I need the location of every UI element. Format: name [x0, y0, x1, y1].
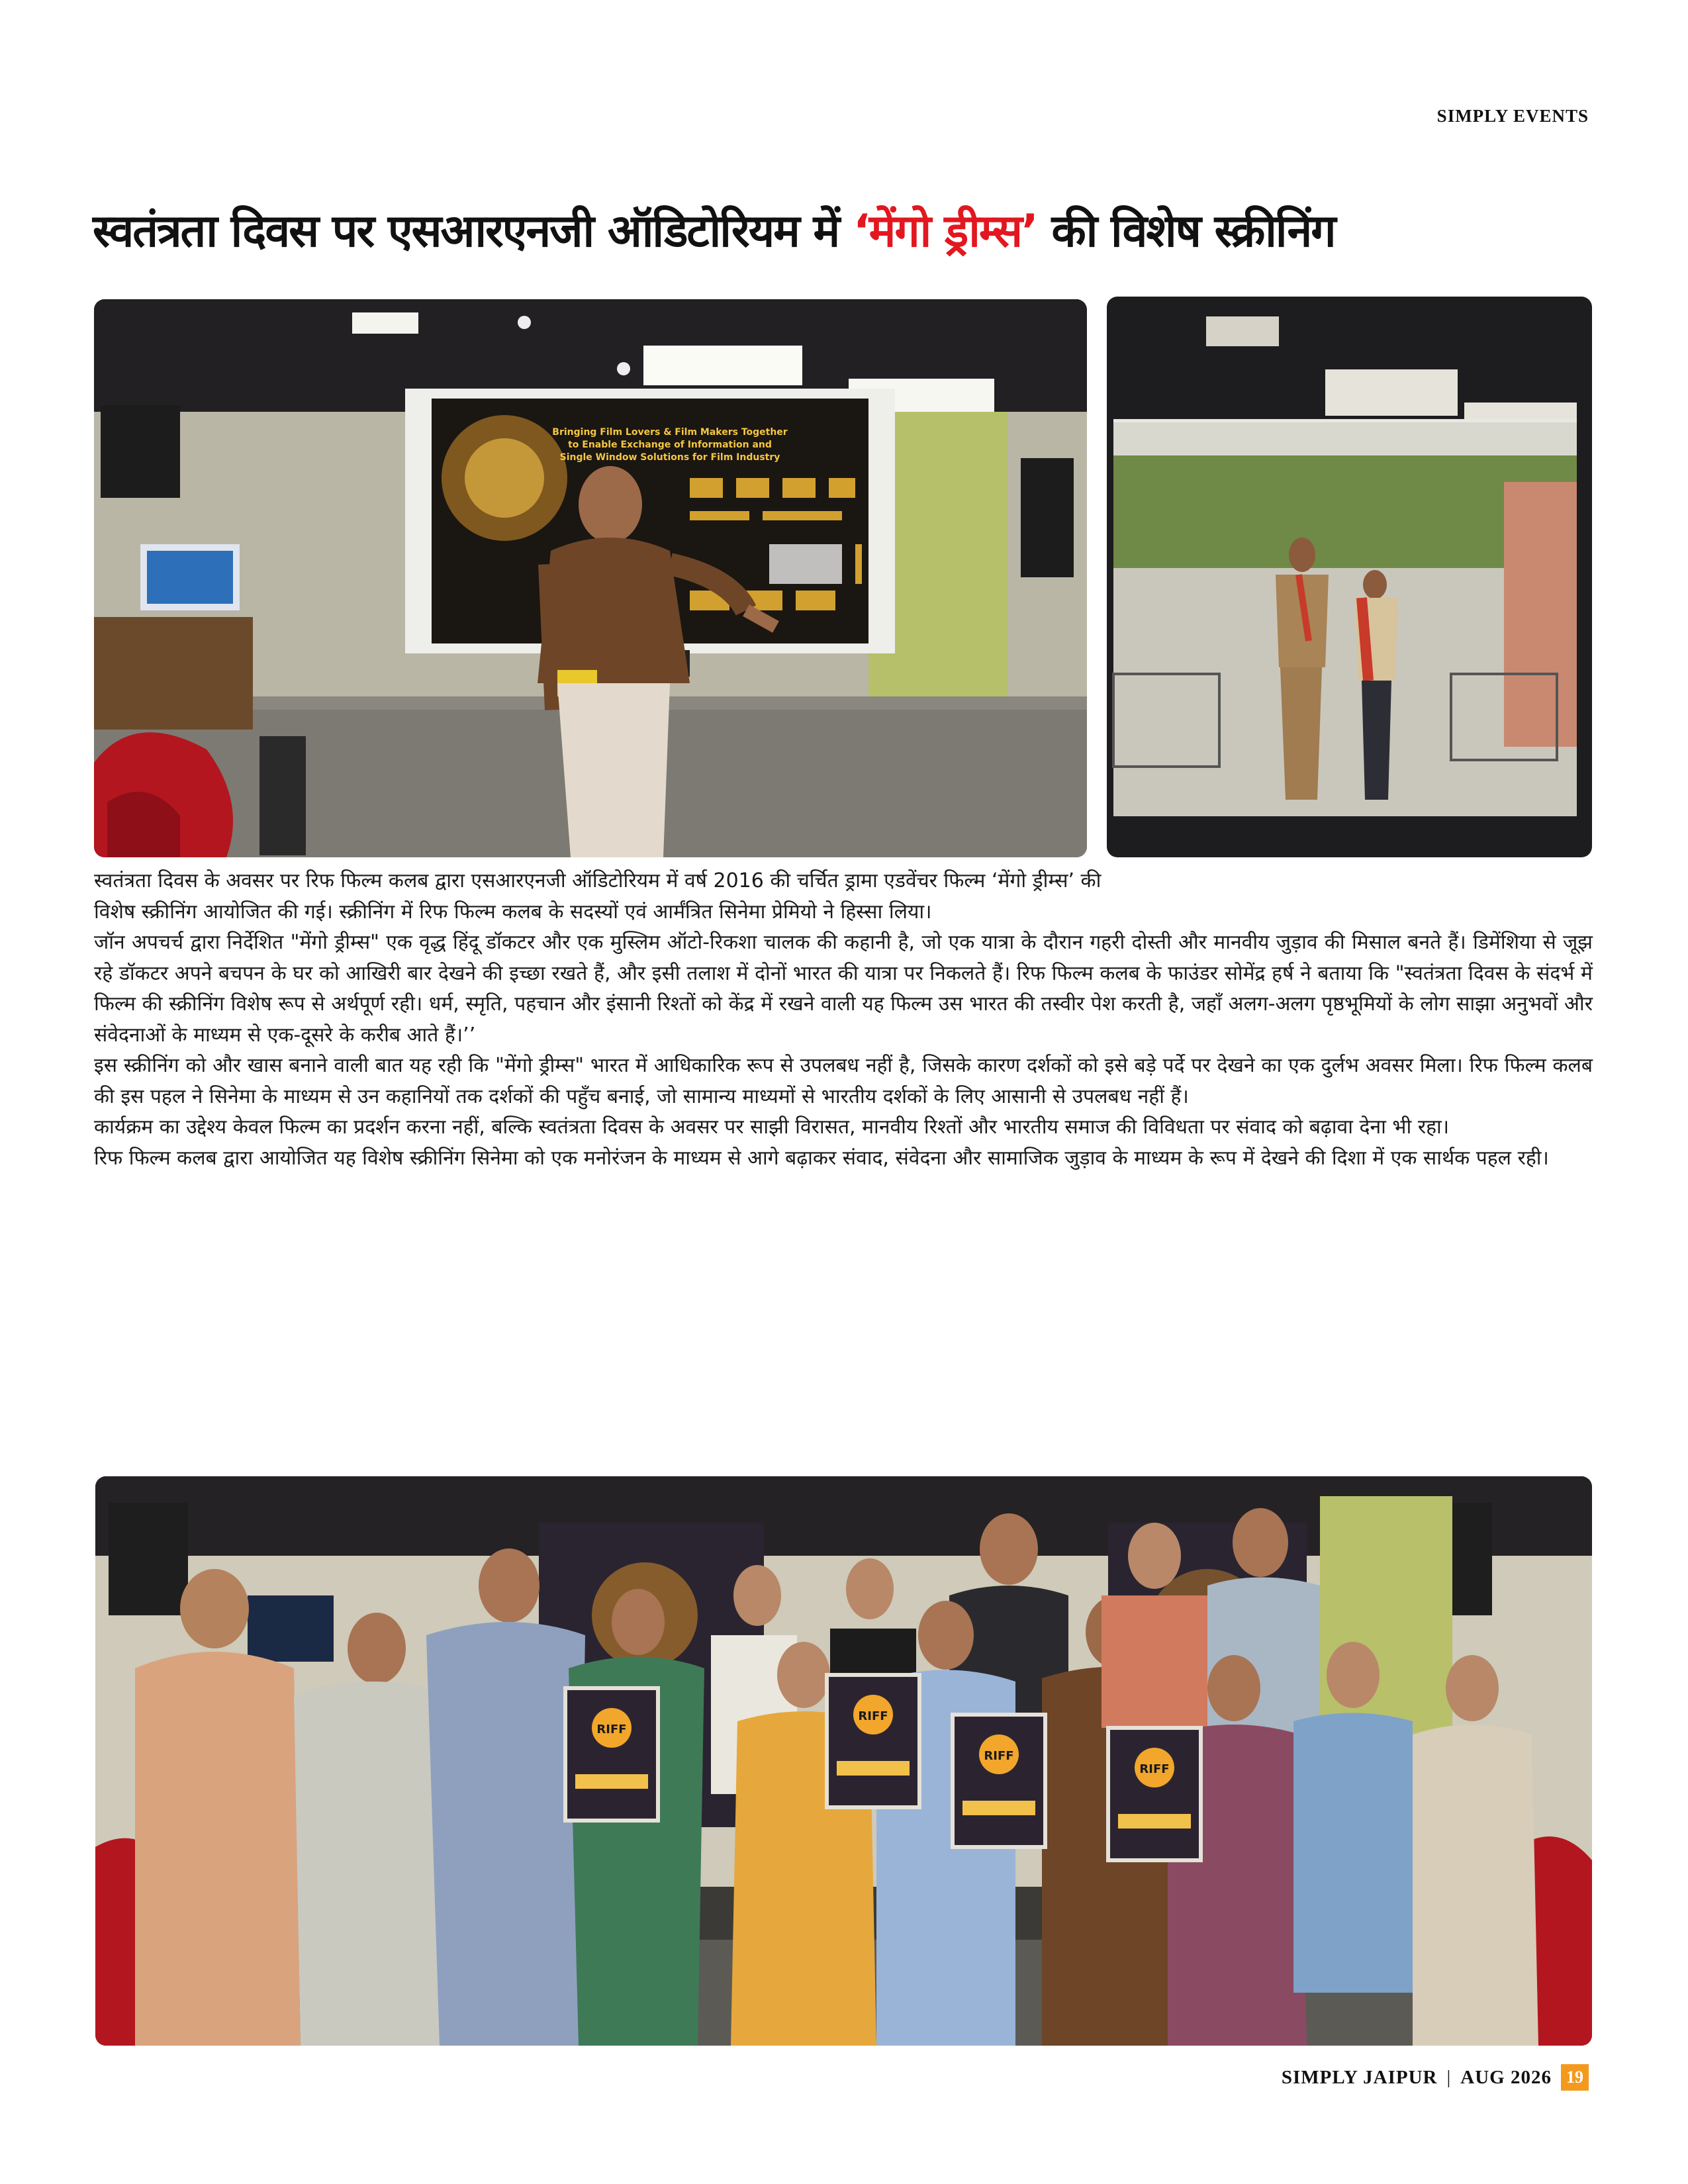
photo-speaker-at-screen [94, 299, 1087, 857]
riff-poster-badge: RIFF [1139, 1762, 1170, 1776]
paragraph-5: रिफ फिल्म कलब द्वारा आयोजित यह विशेष स्क्रीनिंग सिनेमा को एक मनोरंजन के माध्यम से आगे बढ़ाकर संवाद, संवेदना और सामाजिक जुड़ाव के माध्यम के रूप में देखने की दिशा में एक सार्थक पहल रही। [94, 1146, 1549, 1170]
page-number: 19 [1561, 2064, 1589, 2091]
speaker-head [579, 466, 642, 543]
riff-poster-badge: RIFF [984, 1749, 1014, 1763]
footer-separator: | [1446, 2066, 1452, 2088]
group-photo-illustration [95, 1476, 1592, 2046]
speaker-trousers [557, 683, 670, 857]
slide-line-3: Single Window Solutions for Film Industry [559, 452, 780, 463]
issue-date: AUG 2026 [1460, 2066, 1552, 2088]
paragraph-2: जॉन अपचर्च द्वारा निर्देशित "मेंगो ड्रीम्स" एक वृद्ध हिंदू डॉकटर और एक मुस्लिम ऑटो-रिकशा चालक की कहानी है, जो एक यात्रा के दौरान गहरी दोस्ती और मानवीय जुड़ाव की मिसाल बनते हैं। डिमेंशिया से जूझ रहे डॉकटर अपने बचपन के घर को आखिरी बार देखने की इच्छा रखते हैं, और इसी तलाश में दोनों भारत की यात्रा पर निकलते हैं। रिफ फिल्म कलब के फाउंडर सोमेंद्र हर्ष ने बताया कि "स्वतंत्रता दिवस के संदर्भ में फिल्म की स्क्रीनिंग विशेष रूप से अर्थपूर्ण रही। धर्म, स्मृति, पहचान और इंसानी रिश्तों को केंद्र में रखने वाली यह फिल्म उस भारत की तस्वीर पेश करती है, जहाँ अलग-अलग पृष्ठभूमियों के लोग साझा अनुभवों और संवेदनाओं के माध्यम से एक-दूसरे के करीब आते हैं।’’ [94, 931, 1593, 1047]
slide-line-1: Bringing Film Lovers & Film Makers Together [552, 427, 788, 438]
headline-part-2: की विशेष स्क्रीनिंग [1037, 205, 1335, 258]
photo-film-on-screen [1107, 297, 1592, 857]
headline-part-1: स्वतंत्रता दिवस पर एसआरएनजी ऑडिटोरियम में [93, 205, 853, 258]
publication-name: SIMPLY JAIPUR [1281, 2066, 1438, 2088]
riff-poster-badge: RIFF [858, 1709, 888, 1723]
speaker-photo-illustration [94, 299, 1087, 857]
riff-poster-badge: RIFF [596, 1723, 627, 1736]
ceiling-light [643, 346, 802, 385]
headline [93, 202, 1602, 261]
riff-poster [953, 1715, 1045, 1847]
riff-poster [827, 1675, 919, 1807]
headline-film-title: ‘मेंगो ड्रीम्स’ [853, 205, 1037, 258]
section-label: SIMPLY EVENTS [1436, 106, 1589, 126]
side-monitor [248, 1595, 334, 1662]
paragraph-3: इस स्क्रीनिंग को और खास बनाने वाली बात यह रही कि "मेंगो ड्रीम्स" भारत में आधिकारिक रूप से उपलबध नहीं है, जिसके कारण दर्शकों को इसे बड़े पर्दे पर देखने का एक दुर्लभ अवसर मिला। रिफ फिल्म कलब की इस पहल ने सिनेमा के माध्यम से उन कहानियों तक दर्शकों की पहुँच बनाई, जो सामान्य माध्यमों से भारतीय दर्शकों के लिए आसानी से उपलबध नहीं हैं। [94, 1054, 1593, 1108]
photo-group-with-posters [95, 1476, 1592, 2046]
paragraph-1: स्वतंत्रता दिवस के अवसर पर रिफ फिल्म कलब द्वारा एसआरएनजी ऑडिटोरियम में वर्ष 2016 की चर्चित ड्रामा एडवेंचर फिल्म ‘मेंगो ड्रीम्स’ की विशेष स्क्रीनिंग आयोजित की गई। स्क्रीनिंग में रिफ फिल्म कलब के सदस्यों एवं आर्मंत्रित सिनेमा प्रेमियो ने हिस्सा लिया। [94, 869, 1102, 924]
slide-line-2: to Enable Exchange of Information and [568, 440, 772, 450]
podium [94, 617, 253, 730]
paragraph-4: कार्यक्रम का उद्देश्य केवल फिल्म का प्रदर्शन करना नहीं, बल्कि स्वतंत्रता दिवस के अवसर पर साझी विरासत, मानवीय रिश्तों और भारतीय समाज की विविधता पर संवाद को बढ़ावा देना भी रहा। [94, 1116, 1450, 1139]
article-body [94, 866, 1593, 1174]
ceiling-light [352, 312, 418, 334]
screen-photo-illustration [1107, 297, 1592, 857]
riff-poster [1108, 1728, 1201, 1860]
ceiling-light [1325, 369, 1458, 416]
page-footer [1282, 2064, 1589, 2091]
riff-poster [565, 1688, 658, 1821]
